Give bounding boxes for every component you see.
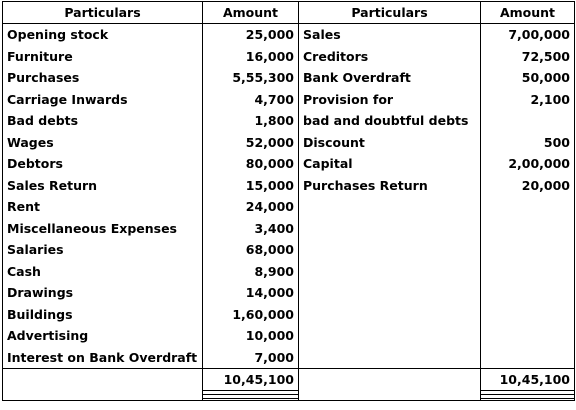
table-row [3,132,575,154]
left-particular: Advertising [3,325,203,347]
table-row [3,282,575,304]
right-amount: 72,500 [481,46,575,68]
totals-spacer-left [3,369,203,391]
totals-row [3,369,575,391]
table-row [3,218,575,240]
left-particular: Purchases [3,67,203,89]
header-amount-left: Amount [203,2,299,24]
right-particular: Bank Overdraft [299,67,481,89]
right-amount [481,325,575,347]
left-amount: 7,000 [203,347,299,369]
right-amount [481,218,575,240]
right-particular [299,347,481,369]
table-row [3,347,575,369]
right-amount [481,196,575,218]
right-particular [299,239,481,261]
left-particular: Debtors [3,153,203,175]
left-particular: Cash [3,261,203,283]
table-row [3,304,575,326]
left-particular: Rent [3,196,203,218]
right-amount [481,110,575,132]
right-amount: 500 [481,132,575,154]
left-amount: 3,400 [203,218,299,240]
left-amount: 5,55,300 [203,67,299,89]
right-amount [481,347,575,369]
left-amount: 10,000 [203,325,299,347]
left-amount: 1,60,000 [203,304,299,326]
right-particular [299,261,481,283]
left-particular: Furniture [3,46,203,68]
trial-balance-table [2,1,575,401]
totals-spacer-right [299,369,481,391]
table-row [3,110,575,132]
right-particular: Sales [299,24,481,46]
left-particular: Sales Return [3,175,203,197]
left-particular: Carriage Inwards [3,89,203,111]
left-amount: 80,000 [203,153,299,175]
left-particular: Miscellaneous Expenses [3,218,203,240]
left-particular: Buildings [3,304,203,326]
header-particulars-right: Particulars [299,2,481,24]
header-particulars-left: Particulars [3,2,203,24]
right-particular: Capital [299,153,481,175]
right-amount: 2,00,000 [481,153,575,175]
right-amount [481,239,575,261]
table-row [3,261,575,283]
right-particular [299,304,481,326]
left-particular: Bad debts [3,110,203,132]
right-amount [481,261,575,283]
left-particular: Interest on Bank Overdraft [3,347,203,369]
right-particular [299,196,481,218]
left-amount: 4,700 [203,89,299,111]
left-amount: 16,000 [203,46,299,68]
left-amount: 25,000 [203,24,299,46]
right-amount [481,282,575,304]
double-rule-spacer-left [3,391,203,401]
right-particular: bad and doubtful debts [299,110,481,132]
left-amount: 24,000 [203,196,299,218]
right-particular: Creditors [299,46,481,68]
total-right: 10,45,100 [481,369,575,391]
right-particular [299,325,481,347]
left-amount: 68,000 [203,239,299,261]
table-row [3,67,575,89]
right-particular: Purchases Return [299,175,481,197]
right-particular [299,282,481,304]
right-particular [299,218,481,240]
right-amount: 7,00,000 [481,24,575,46]
right-amount: 50,000 [481,67,575,89]
table-row [3,196,575,218]
table-row [3,153,575,175]
right-amount: 20,000 [481,175,575,197]
right-amount [481,304,575,326]
header-amount-right: Amount [481,2,575,24]
left-particular: Salaries [3,239,203,261]
double-rule-row [3,391,575,401]
table-body [3,24,575,369]
table-row [3,175,575,197]
left-particular: Drawings [3,282,203,304]
header-row [3,2,575,24]
table-row [3,325,575,347]
right-amount: 2,100 [481,89,575,111]
right-particular: Provision for [299,89,481,111]
right-particular: Discount [299,132,481,154]
double-rule-spacer-right [299,391,481,401]
double-rule-right [481,391,575,401]
table-row [3,239,575,261]
left-particular: Wages [3,132,203,154]
left-amount: 52,000 [203,132,299,154]
double-rule-left [203,391,299,401]
table-row [3,46,575,68]
left-amount: 1,800 [203,110,299,132]
left-particular: Opening stock [3,24,203,46]
table-row [3,89,575,111]
table-row [3,24,575,46]
total-left: 10,45,100 [203,369,299,391]
left-amount: 14,000 [203,282,299,304]
left-amount: 15,000 [203,175,299,197]
left-amount: 8,900 [203,261,299,283]
